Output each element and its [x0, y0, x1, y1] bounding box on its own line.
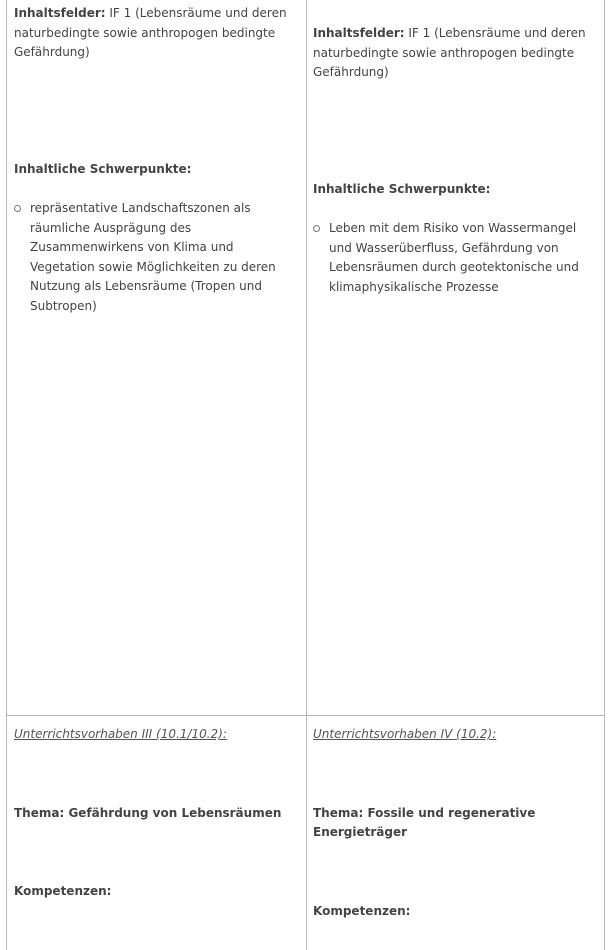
- inhaltsfelder-paragraph: [313, 24, 599, 83]
- kompetenzen-heading: Kompetenzen:: [14, 884, 112, 898]
- table-divider-horizontal: [6, 715, 605, 716]
- table-divider-vertical: [306, 0, 307, 950]
- inhaltsfelder-label: Inhaltsfelder:: [14, 6, 106, 20]
- cell-bottom-left: [14, 725, 302, 902]
- unterrichtsvorhaben-title: Unterrichtsvorhaben III (10.1/10.2):: [14, 727, 227, 741]
- list-item: Leben mit dem Risiko von Wassermangel und Wasserüberfluss, Gefährdung von Lebensräumen durch geotektonische und klimaphysikalische Prozesse: [313, 219, 599, 297]
- list-item: repräsentative Landschaftszonen als räumliche Ausprägung des Zusammenwirkens von Klima und Vegetation sowie Möglichkeiten zu deren Nutzung als Lebensräume (Tropen und Subtropen): [14, 199, 302, 316]
- kompetenzen-heading: Kompetenzen:: [313, 903, 411, 918]
- unterrichtsvorhaben-title: Unterrichtsvorhaben IV (10.2):: [313, 727, 497, 741]
- schwerpunkte-heading: Inhaltliche Schwerpunkte:: [14, 161, 192, 176]
- inhaltsfelder-label: Inhaltsfelder:: [313, 26, 405, 40]
- inhaltsfelder-text: IF 1 (Lebensräume und deren naturbedingte sowie anthropogen bedingte Gefährdung): [313, 26, 586, 79]
- schwerpunkte-list: [14, 199, 302, 316]
- inhaltsfelder-text: IF 1 (Lebensräume und deren naturbedingte sowie anthropogen bedingte Gefährdung): [14, 6, 287, 59]
- thema-heading: Thema: Fossile und regenerative Energieträger: [313, 805, 536, 839]
- schwerpunkte-heading: Inhaltliche Schwerpunkte:: [313, 181, 491, 196]
- cell-bottom-right: [313, 725, 599, 921]
- cell-top-left: [14, 4, 302, 316]
- table-border-left: [6, 0, 7, 950]
- inhaltsfelder-paragraph: [14, 4, 302, 63]
- thema-heading: Thema: Gefährdung von Lebensräumen: [14, 805, 282, 820]
- table-border-right: [604, 0, 605, 950]
- schwerpunkte-list: [313, 219, 599, 297]
- cell-top-right: [313, 24, 599, 297]
